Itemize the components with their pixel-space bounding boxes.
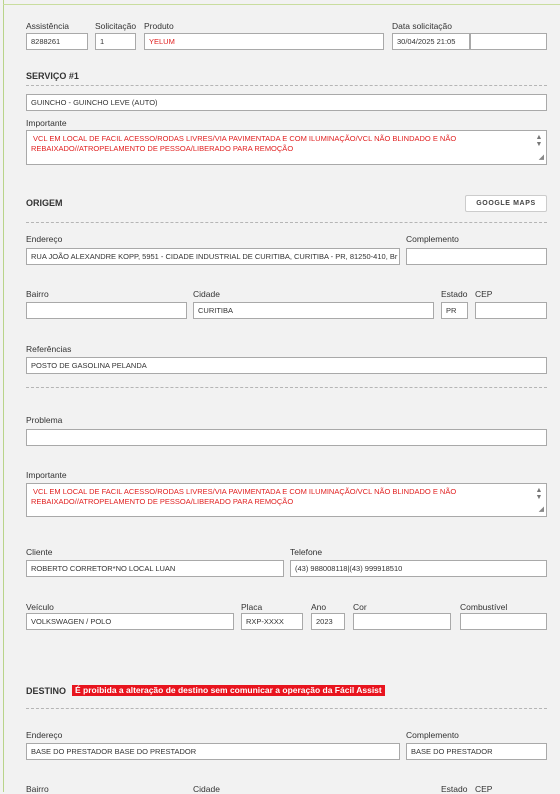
placa-label: Placa [241,602,263,612]
textarea-scroll-arrows[interactable] [535,134,543,148]
combustivel-field[interactable] [460,613,547,630]
combustivel-label: Combustível [460,602,508,612]
origem-referencias-field[interactable]: POSTO DE GASOLINA PELANDA [26,357,547,374]
hora-solicitacao-field[interactable] [470,33,547,50]
origem-bairro-label: Bairro [26,289,49,299]
scroll-up-icon[interactable]: ▲ [535,134,543,141]
ano-label: Ano [311,602,327,612]
origem-referencias-label: Referências [26,344,72,354]
cor-label: Cor [353,602,367,612]
destino-cep-label: CEP [475,784,493,794]
origem-cep-field[interactable] [475,302,547,319]
resize-grip-icon[interactable]: ◢ [538,154,544,161]
destino-complemento-field[interactable]: BASE DO PRESTADOR [406,743,547,760]
origem-bairro-field[interactable] [26,302,187,319]
destino-endereco-field[interactable]: BASE DO PRESTADOR BASE DO PRESTADOR [26,743,400,760]
origem-endereco-field[interactable]: RUA JOÃO ALEXANDRE KOPP, 5951 - CIDADE INDUSTRIAL DE CURITIBA, CURITIBA - PR, 81250-410, Br [26,248,400,265]
resize-grip-icon[interactable]: ◢ [538,506,544,513]
destino-title: DESTINO [26,686,67,696]
produto-field[interactable]: YELUM [144,33,384,50]
origem-cep-label: CEP [475,289,493,299]
veiculo-label: Veículo [26,602,54,612]
destino-complemento-label: Complemento [406,730,459,740]
origem-problema-label: Problema [26,415,63,425]
scroll-down-icon[interactable]: ▼ [535,141,543,148]
destino-cidade-label: Cidade [193,784,220,794]
page-left-border [3,0,4,792]
destino-endereco-label: Endereço [26,730,63,740]
divider [26,222,547,223]
servico-tipo-field[interactable]: GUINCHO - GUINCHO LEVE (AUTO) [26,94,547,111]
servico-importante-label: Importante [26,118,67,128]
veiculo-field[interactable]: VOLKSWAGEN / POLO [26,613,234,630]
assistencia-field[interactable]: 8288261 [26,33,88,50]
cliente-field[interactable]: ROBERTO CORRETOR*NO LOCAL LUAN [26,560,284,577]
servico-importante-textarea[interactable] [26,130,547,165]
telefone-label: Telefone [290,547,323,557]
scroll-up-icon[interactable]: ▲ [535,487,543,494]
scroll-down-icon[interactable]: ▼ [535,494,543,501]
origem-estado-field[interactable]: PR [441,302,468,319]
origem-cidade-label: Cidade [193,289,220,299]
origem-problema-field[interactable] [26,429,547,446]
origem-title: ORIGEM [26,198,63,208]
origem-complemento-field[interactable] [406,248,547,265]
produto-label: Produto [144,21,174,31]
ano-field[interactable]: 2023 [311,613,345,630]
textarea-scroll-arrows[interactable] [535,487,543,501]
destino-warning-badge: É proibida a alteração de destino sem comunicar a operação da Fácil Assist [72,685,385,696]
google-maps-button[interactable]: GOOGLE MAPS [465,195,547,212]
origem-cidade-field[interactable]: CURITIBA [193,302,434,319]
cor-field[interactable] [353,613,451,630]
destino-bairro-label: Bairro [26,784,49,794]
origem-complemento-label: Complemento [406,234,459,244]
divider [26,85,547,86]
solicitacao-field[interactable]: 1 [95,33,136,50]
divider [26,387,547,388]
page-top-border [3,4,560,5]
divider [26,708,547,709]
telefone-field[interactable]: (43) 988008118|(43) 999918510 [290,560,547,577]
servico-title: SERVIÇO #1 [26,71,79,81]
data-solicitacao-label: Data solicitação [392,21,453,31]
origem-importante-textarea[interactable] [26,483,547,517]
origem-endereco-label: Endereço [26,234,63,244]
origem-importante-label: Importante [26,470,67,480]
origem-estado-label: Estado [441,289,468,299]
cliente-label: Cliente [26,547,53,557]
data-solicitacao-field[interactable]: 30/04/2025 21:05 [392,33,470,50]
assistencia-label: Assistência [26,21,69,31]
destino-estado-label: Estado [441,784,468,794]
origem-importante-text: VCL EM LOCAL DE FACIL ACESSO/RODAS LIVRES/VIA PAVIMENTADA E COM ILUMINAÇÃO/VCL NÃO BLINDADO E NÃO REBAIXADO//ATROPELAMENTO DE PESSOA/LIBERADO PARA REMOÇÃO [31,487,457,506]
solicitacao-label: Solicitação [95,21,137,31]
servico-importante-text: VCL EM LOCAL DE FACIL ACESSO/RODAS LIVRES/VIA PAVIMENTADA E COM ILUMINAÇÃO/VCL NÃO BLINDADO E NÃO REBAIXADO//ATROPELAMENTO DE PESSOA/LIBERADO PARA REMOÇÃO [31,134,457,153]
placa-field[interactable]: RXP-XXXX [241,613,303,630]
